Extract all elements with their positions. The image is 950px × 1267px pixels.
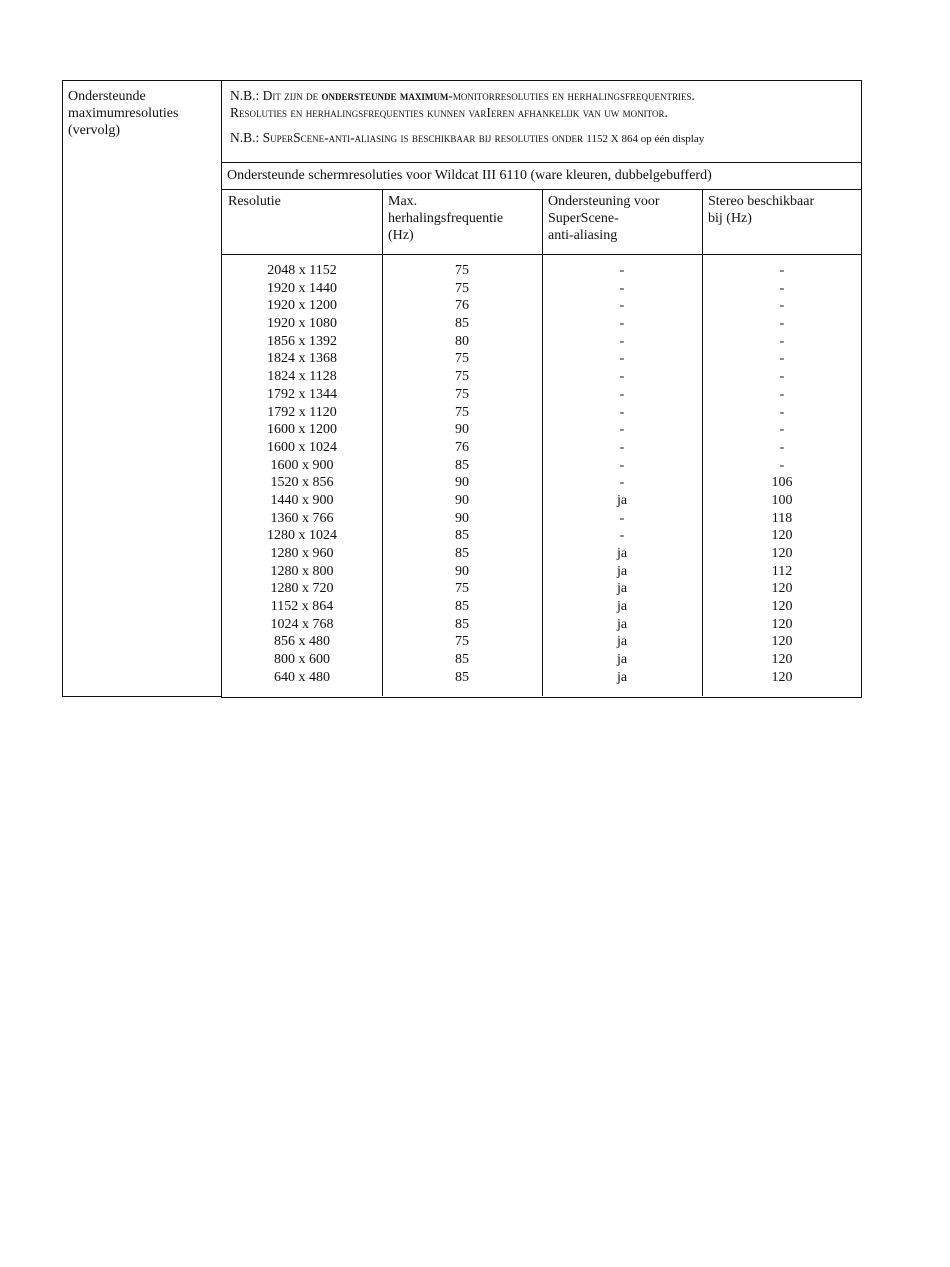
- header-text: Resolutie: [228, 194, 281, 209]
- stereo-cell: 120: [771, 669, 793, 685]
- section-label-line: (vervolg): [68, 123, 121, 138]
- stereo-cell: -: [779, 263, 785, 278]
- header-text: Stereo beschikbaar: [708, 194, 815, 209]
- notes-block: [222, 81, 861, 163]
- note-text: -monitorresoluties en herhalingsfrequentries.: [448, 88, 695, 103]
- superscene-cell: ja: [616, 652, 628, 668]
- refresh-rate-cell: 85: [455, 546, 469, 561]
- stereo-cell: -: [779, 351, 785, 367]
- resolution-cell: 1152 x 864: [270, 599, 334, 615]
- header-resolution: [222, 190, 382, 254]
- note-prefix: N.B.:: [230, 88, 263, 103]
- table-row: [222, 545, 861, 563]
- note-tail: op één display: [637, 133, 705, 145]
- superscene-cell: -: [619, 422, 625, 438]
- stereo-cell: 120: [771, 634, 793, 650]
- note-1-line-2: Resoluties en herhalingsfrequenties kunnen varIeren afhankelijk van uw monitor.: [230, 105, 668, 120]
- refresh-rate-cell: 75: [455, 386, 469, 402]
- stereo-cell: 118: [771, 510, 793, 526]
- refresh-rate-cell: 75: [455, 263, 469, 278]
- table-row: [222, 262, 861, 280]
- stereo-cell: 120: [771, 546, 793, 561]
- table-row: [222, 474, 861, 492]
- table-row: [222, 633, 861, 651]
- note-text: SuperScene-anti-aliasing is beschikbaar bij resoluties onder: [262, 130, 587, 145]
- content-cell: [221, 80, 862, 698]
- note-1-line-1: [230, 87, 853, 104]
- table-row: [222, 651, 861, 669]
- resolution-cell: 1440 x 900: [270, 492, 334, 508]
- superscene-cell: -: [619, 386, 625, 402]
- stereo-cell: -: [779, 316, 785, 332]
- table-body: [222, 262, 861, 687]
- section-label-cell: [62, 80, 222, 697]
- table-row: [222, 563, 861, 581]
- stereo-cell: -: [779, 404, 785, 420]
- superscene-cell: -: [619, 369, 625, 385]
- refresh-rate-cell: 90: [455, 475, 469, 491]
- refresh-rate-cell: 85: [455, 528, 469, 544]
- table-header-row: [222, 190, 861, 255]
- resolution-table: [222, 190, 861, 696]
- refresh-rate-cell: 85: [455, 669, 469, 685]
- superscene-cell: -: [619, 263, 625, 278]
- table-row: [222, 492, 861, 510]
- table-row: [222, 280, 861, 298]
- table-row: [222, 616, 861, 634]
- stereo-cell: -: [779, 280, 785, 296]
- superscene-cell: ja: [616, 599, 628, 615]
- stereo-cell: -: [779, 298, 785, 314]
- stereo-cell: 106: [771, 475, 793, 491]
- refresh-rate-cell: 75: [455, 404, 469, 420]
- resolution-cell: 1920 x 1200: [267, 298, 337, 314]
- refresh-rate-cell: 75: [455, 280, 469, 296]
- resolution-cell: 1024 x 768: [270, 616, 334, 632]
- stereo-cell: 100: [771, 492, 793, 508]
- superscene-cell: ja: [616, 492, 628, 508]
- resolution-cell: 1824 x 1368: [267, 351, 337, 367]
- superscene-cell: -: [619, 298, 625, 314]
- resolution-cell: 640 x 480: [274, 669, 330, 685]
- superscene-cell: -: [619, 475, 625, 491]
- superscene-cell: ja: [616, 616, 628, 632]
- resolution-cell: 1600 x 1200: [267, 422, 337, 438]
- table-row: [222, 404, 861, 422]
- table-row: [222, 350, 861, 368]
- refresh-rate-cell: 90: [455, 492, 469, 508]
- table-row: [222, 510, 861, 528]
- stereo-cell: -: [779, 333, 785, 349]
- resolution-cell: 1600 x 900: [270, 457, 334, 473]
- resolution-cell: 1360 x 766: [270, 510, 334, 526]
- table-title: Ondersteunde schermresoluties voor Wildcat III 6110 (ware kleuren, dubbelgebufferd): [222, 163, 861, 190]
- superscene-cell: -: [619, 351, 625, 367]
- resolution-cell: 856 x 480: [274, 634, 330, 650]
- refresh-rate-cell: 90: [455, 422, 469, 438]
- header-text: anti-aliasing: [548, 228, 618, 243]
- table-row: [222, 439, 861, 457]
- resolution-cell: 800 x 600: [274, 652, 330, 668]
- header-stereo: [702, 190, 862, 254]
- refresh-rate-cell: 76: [455, 439, 469, 455]
- superscene-cell: -: [619, 439, 625, 455]
- section-label-line: Ondersteunde: [68, 89, 146, 104]
- stereo-cell: -: [779, 386, 785, 402]
- resolution-cell: 1856 x 1392: [267, 333, 337, 349]
- stereo-cell: 120: [771, 599, 793, 615]
- stereo-cell: 120: [771, 616, 793, 632]
- superscene-cell: -: [619, 510, 625, 526]
- refresh-rate-cell: 85: [455, 652, 469, 668]
- resolution-cell: 1280 x 720: [270, 581, 334, 597]
- table-row: [222, 580, 861, 598]
- superscene-cell: -: [619, 404, 625, 420]
- refresh-rate-cell: 85: [455, 616, 469, 632]
- table-row: [222, 297, 861, 315]
- resolution-cell: 1280 x 960: [270, 546, 334, 561]
- table-row: [222, 669, 861, 687]
- superscene-cell: -: [619, 528, 625, 544]
- refresh-rate-cell: 75: [455, 351, 469, 367]
- header-superscene: [542, 190, 702, 254]
- superscene-cell: ja: [616, 634, 628, 650]
- superscene-cell: -: [619, 333, 625, 349]
- resolution-cell: 1920 x 1440: [267, 280, 337, 296]
- superscene-cell: -: [619, 280, 625, 296]
- resolution-cell: 1824 x 1128: [267, 369, 337, 385]
- stereo-cell: -: [779, 422, 785, 438]
- header-text: bij (Hz): [708, 211, 752, 226]
- header-text: Ondersteuning voor: [548, 194, 660, 209]
- refresh-rate-cell: 85: [455, 316, 469, 332]
- table-row: [222, 386, 861, 404]
- resolution-cell: 1920 x 1080: [267, 316, 337, 332]
- superscene-cell: ja: [616, 581, 628, 597]
- resolution-cell: 2048 x 1152: [267, 263, 337, 278]
- header-text: SuperScene-: [548, 211, 619, 226]
- table-row: [222, 315, 861, 333]
- header-text: (Hz): [388, 228, 414, 243]
- superscene-cell: ja: [616, 546, 628, 561]
- note-text: Dit zijn de: [262, 88, 322, 103]
- refresh-rate-cell: 85: [455, 599, 469, 615]
- resolution-cell: 1600 x 1024: [267, 439, 337, 455]
- refresh-rate-cell: 85: [455, 457, 469, 473]
- refresh-rate-cell: 76: [455, 298, 469, 314]
- resolution-cell: 1280 x 800: [270, 563, 334, 579]
- resolution-cell: 1792 x 1344: [267, 386, 337, 402]
- stereo-cell: 120: [771, 528, 793, 544]
- table-row: [222, 457, 861, 475]
- stereo-cell: 120: [771, 652, 793, 668]
- superscene-cell: ja: [616, 563, 628, 579]
- note-prefix: N.B.:: [230, 130, 263, 145]
- superscene-cell: -: [619, 457, 625, 473]
- header-max-refresh: [382, 190, 542, 254]
- table-row: [222, 368, 861, 386]
- stereo-cell: -: [779, 457, 785, 473]
- resolution-cell: 1792 x 1120: [267, 404, 337, 420]
- superscene-cell: ja: [616, 669, 628, 685]
- table-row: [222, 421, 861, 439]
- resolution-cell: 1520 x 856: [270, 475, 334, 491]
- stereo-cell: 112: [771, 563, 793, 579]
- resolution-cell: 1280 x 1024: [267, 528, 337, 544]
- refresh-rate-cell: 90: [455, 510, 469, 526]
- header-text: Max.: [388, 194, 418, 209]
- superscene-cell: -: [619, 316, 625, 332]
- header-text: herhalingsfrequentie: [388, 211, 504, 226]
- table-row: [222, 598, 861, 616]
- refresh-rate-cell: 80: [455, 333, 469, 349]
- note-emphasis: ondersteunde maximum: [321, 88, 449, 103]
- refresh-rate-cell: 75: [455, 369, 469, 385]
- section-label-line: maximumresoluties: [68, 106, 179, 121]
- table-row: [222, 527, 861, 545]
- stereo-cell: 120: [771, 581, 793, 597]
- refresh-rate-cell: 75: [455, 634, 469, 650]
- note-resolution: 1152 X 864: [586, 133, 638, 145]
- note-2: [230, 129, 853, 148]
- refresh-rate-cell: 75: [455, 581, 469, 597]
- stereo-cell: -: [779, 439, 785, 455]
- table-row: [222, 333, 861, 351]
- stereo-cell: -: [779, 369, 785, 385]
- refresh-rate-cell: 90: [455, 563, 469, 579]
